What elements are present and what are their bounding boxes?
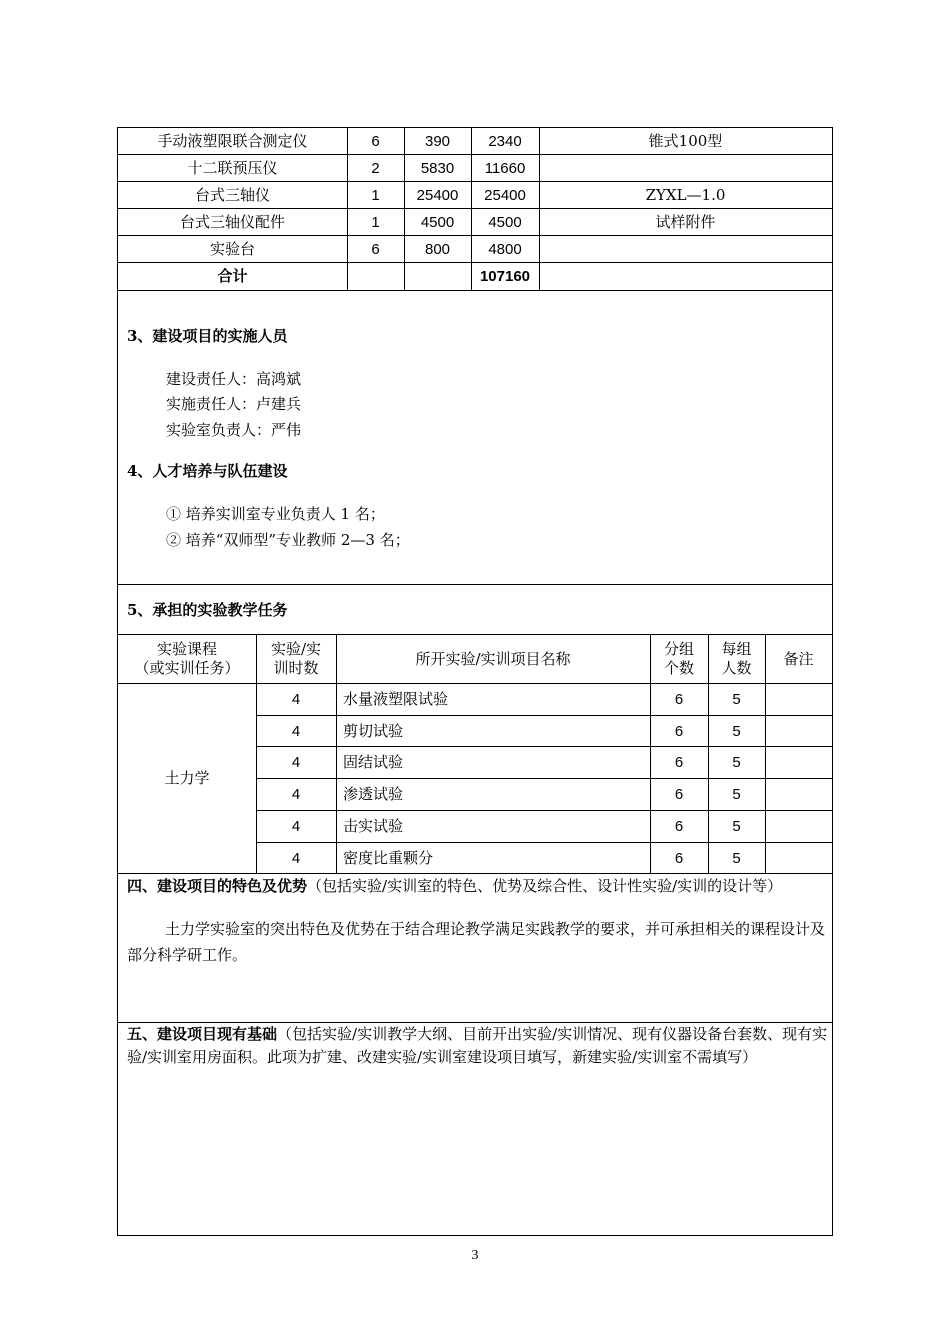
equipment-price: 25400 [416,186,459,204]
section-five-title [127,1023,829,1069]
staff-line: 建设责任人：高鸿斌 [166,370,302,388]
form-table [117,127,833,1236]
header-groups: 分组 个数 [663,640,694,677]
task-groups: 6 [674,818,684,835]
task-groups: 6 [674,754,684,771]
equipment-price: 4500 [420,213,455,231]
equipment-name: 十二联预压仪 [187,158,278,177]
training-line: ② 培养“双师型”专业教师 2—3 名； [166,531,410,549]
task-hours: 4 [291,786,301,803]
task-hours: 4 [291,722,301,740]
equipment-name: 台式三轴仪 [194,185,270,204]
task-project: 水量液塑限试验 [343,690,449,708]
staff-line: 实施责任人：卢建兵 [166,395,302,413]
equipment-qty: 2 [371,159,380,177]
header-course: 实验课程 （或实训任务） [134,640,240,677]
equipment-amount: 4800 [488,240,522,258]
equipment-model: 锥式100型 [648,131,723,150]
header-remark: 备注 [783,649,814,668]
section4-heading: 4、人才培养与队伍建设 [127,462,288,480]
task-project: 击实试验 [343,817,404,835]
section-four-note: （包括实验/实训室的特色、优势及综合性、设计性实验/实训的设计等） [307,877,783,895]
task-per-group: 5 [732,754,741,771]
task-per-group: 5 [732,849,741,867]
header-project: 所开实验/实训项目名称 [415,649,571,668]
task-hours: 4 [291,691,301,708]
header-hours: 实验/实 训时数 [270,640,322,677]
section-four-heading: 四、建设项目的特色及优势 [127,877,308,895]
equipment-model [539,155,832,181]
task-project: 固结试验 [343,753,404,771]
section-four-title [127,875,782,897]
equipment-model [539,236,832,262]
equipment-amount: 4500 [488,213,522,231]
equipment-name: 手动液塑限联合测定仪 [157,131,308,150]
training-line: ① 培养实训室专业负责人 1 名； [166,505,385,523]
page-number: 3 [471,1248,479,1263]
section-four-body: 土力学实验室的突出特色及优势在于结合理论教学满足实践教学的要求，并可承担相关的课程设计及部分科学研工作。 [127,920,826,964]
equipment-model: 试样附件 [655,212,716,231]
equipment-name: 台式三轴仪配件 [179,212,285,231]
equipment-qty: 6 [371,240,380,258]
equipment-price: 390 [424,132,451,150]
section5-heading: 5、承担的实验教学任务 [127,601,288,619]
equipment-amount: 25400 [484,186,526,204]
task-groups: 6 [674,849,684,867]
course-name: 土力学 [164,769,210,787]
equipment-amount: 11660 [484,159,526,177]
task-groups: 6 [674,786,684,803]
task-project: 密度比重颗分 [343,848,434,867]
task-hours: 4 [291,849,301,867]
section3-heading: 3、建设项目的实施人员 [127,327,288,345]
task-per-group: 5 [732,691,741,708]
task-hours: 4 [291,818,301,835]
equipment-model: ZYXL—1.0 [645,185,726,204]
equipment-qty: 1 [371,186,380,204]
equipment-price: 800 [424,240,451,258]
task-groups: 6 [674,722,684,740]
task-project: 剪切试验 [343,721,404,740]
equipment-qty: 6 [371,132,380,150]
task-per-group: 5 [732,722,741,740]
equipment-price: 5830 [420,159,455,177]
task-hours: 4 [291,754,301,771]
header-per-group: 每组 人数 [721,640,752,677]
section-five-heading: 五、建设项目现有基础 [127,1025,278,1043]
section-five-note: （包括实验/实训教学大纲、目前开出实验/实训情况、现有仪器设备台套数、现有实验/实训室用房面积。此项为扩建、改建实验/实训室建设项目填写，新建实验/实训室不需填写） [127,1025,828,1066]
total-amount: 107160 [479,268,531,285]
equipment-qty: 1 [371,213,380,231]
task-per-group: 5 [732,818,741,835]
task-per-group: 5 [732,786,741,803]
equipment-name: 实验台 [209,239,255,258]
task-groups: 6 [674,691,684,708]
equipment-amount: 2340 [488,132,522,150]
total-label: 合计 [217,267,248,285]
task-project: 渗透试验 [343,785,404,803]
staff-line: 实验室负责人：严伟 [166,421,302,439]
